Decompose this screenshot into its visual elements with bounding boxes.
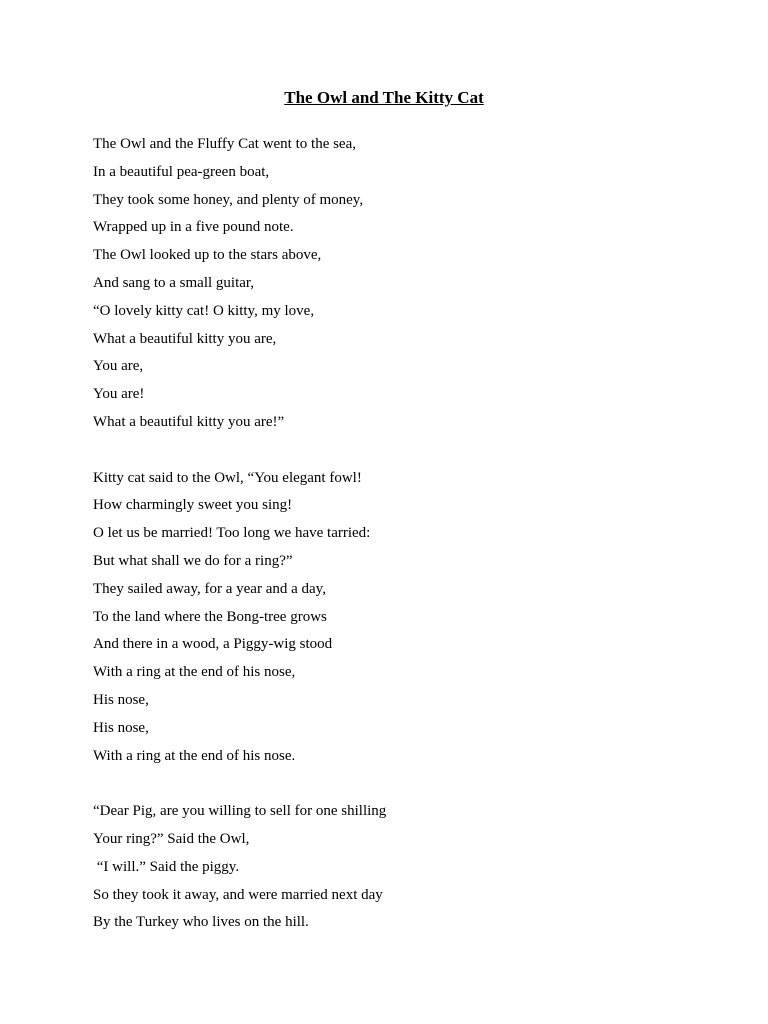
poem-line: By the Turkey who lives on the hill.: [93, 914, 309, 931]
poem-line: And sang to a small guitar,: [93, 274, 255, 291]
poem-line: His nose,: [93, 691, 149, 708]
stanza-2: [93, 465, 733, 771]
poem-line: You are!: [93, 386, 145, 403]
poem-line: What a beautiful kitty you are!”: [93, 413, 285, 430]
poem-line: O let us be married! Too long we have tarried:: [93, 525, 371, 542]
poem-line: To the land where the Bong-tree grows: [93, 608, 327, 625]
poem-line: With a ring at the end of his nose,: [93, 664, 296, 681]
poem-line: The Owl looked up to the stars above,: [93, 247, 322, 264]
poem-line: Kitty cat said to the Owl, “You elegant fowl!: [93, 469, 362, 486]
poem-line: Your ring?” Said the Owl,: [93, 830, 250, 847]
poem-line: So they took it away, and were married next day: [93, 886, 383, 903]
poem-line: How charmingly sweet you sing!: [93, 497, 293, 514]
poem-line: They sailed away, for a year and a day,: [93, 580, 326, 597]
poem-line: You are,: [93, 358, 144, 375]
poem-line: In a beautiful pea-green boat,: [93, 163, 270, 180]
poem-line: And there in a wood, a Piggy-wig stood: [93, 636, 333, 653]
poem-body: [93, 131, 733, 965]
poem-line: With a ring at the end of his nose.: [93, 747, 296, 764]
poem-line: What a beautiful kitty you are,: [93, 330, 277, 347]
poem-line: They took some honey, and plenty of money,: [93, 191, 364, 208]
poem-line: “O lovely kitty cat! O kitty, my love,: [93, 302, 315, 319]
poem-line: The Owl and the Fluffy Cat went to the sea,: [93, 136, 356, 152]
poem-line: Wrapped up in a five pound note.: [93, 219, 294, 236]
poem-line: His nose,: [93, 719, 149, 736]
stanza-1: [93, 131, 733, 437]
poem-line: But what shall we do for a ring?”: [93, 552, 293, 569]
page-title: The Owl and The Kitty Cat: [284, 88, 484, 107]
poem-line: “I will.” Said the piggy.: [93, 858, 240, 875]
poem-line: “Dear Pig, are you willing to sell for one shilling: [93, 803, 387, 820]
stanza-3: [93, 798, 733, 937]
